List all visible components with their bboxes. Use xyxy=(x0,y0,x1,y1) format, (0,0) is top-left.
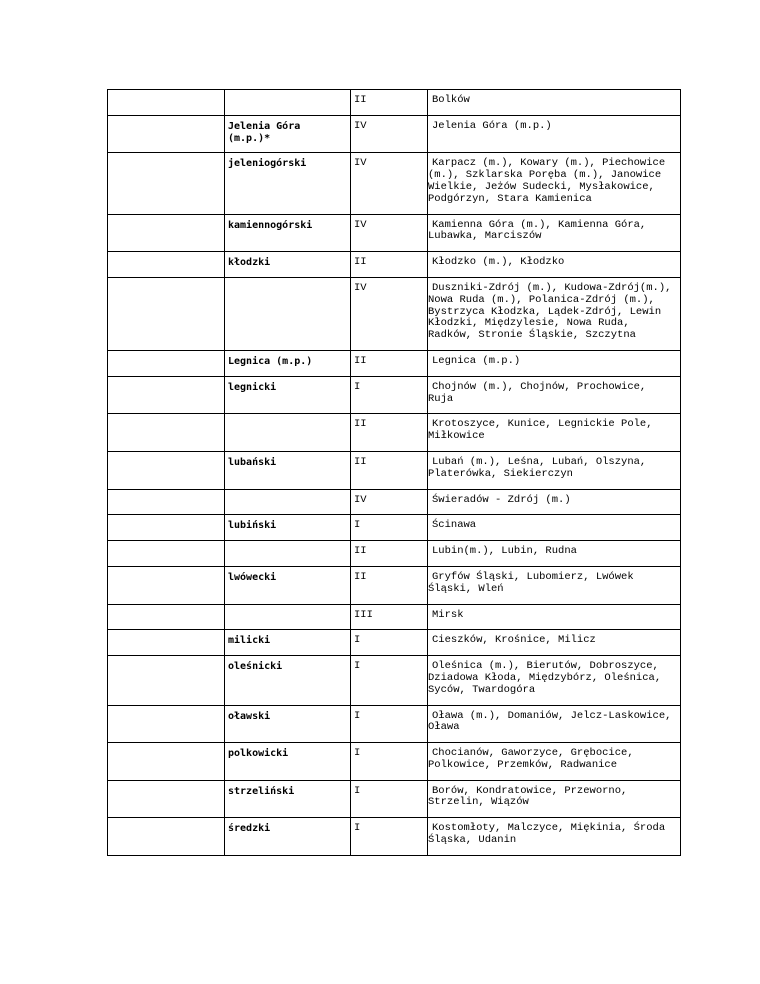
communes-text: Kłodzko (m.), Kłodzko xyxy=(432,256,565,269)
communes-text: Chocianów, Gaworzyce, Grębocice, Polkowice, Przemków, Radwanice xyxy=(428,747,634,771)
region-cell xyxy=(108,515,225,541)
communes-cell xyxy=(428,90,681,116)
zone-cell: III xyxy=(351,604,428,630)
region-cell xyxy=(108,818,225,856)
district-cell xyxy=(225,489,351,515)
communes-text: Duszniki-Zdrój (m.), Kudowa-Zdrój(m.), Nowa Ruda (m.), Polanica-Zdrój (m.), Bystrzyca Kłodzka, Lądek-Zdrój, Lewin Kłodzki, Międzylesie, Nowa Ruda, Radków, Stronie Śląskie, Szczytna xyxy=(428,281,672,342)
communes-text: Bolków xyxy=(432,94,470,106)
zone-cell: I xyxy=(351,515,428,541)
district-cell: oławski xyxy=(225,705,351,743)
communes-text: Lubań (m.), Leśna, Lubań, Olszyna, Platerówka, Siekierczyn xyxy=(428,455,647,480)
district-cell: oleśnicki xyxy=(225,656,351,705)
zones-table-body xyxy=(108,90,681,856)
table-row xyxy=(108,277,681,350)
region-cell xyxy=(108,252,225,278)
zone-cell: IV xyxy=(351,153,428,214)
district-cell xyxy=(225,541,351,567)
communes-text: Kamienna Góra (m.), Kamienna Góra, Lubawka, Marciszów xyxy=(428,218,647,243)
communes-cell xyxy=(428,604,681,630)
table-row xyxy=(108,90,681,116)
communes-cell xyxy=(428,780,681,818)
district-cell: Jelenia Góra (m.p.)* xyxy=(225,115,351,153)
region-cell xyxy=(108,541,225,567)
region-cell xyxy=(108,489,225,515)
communes-cell xyxy=(428,414,681,452)
region-cell xyxy=(108,214,225,252)
region-cell xyxy=(108,350,225,376)
district-cell: legnicki xyxy=(225,376,351,414)
table-row xyxy=(108,630,681,656)
zones-table xyxy=(107,89,681,856)
table-row xyxy=(108,743,681,781)
communes-text: Ścinawa xyxy=(432,519,477,532)
communes-cell xyxy=(428,350,681,376)
district-cell: Legnica (m.p.) xyxy=(225,350,351,376)
zone-cell: I xyxy=(351,376,428,414)
table-row xyxy=(108,604,681,630)
table-row xyxy=(108,414,681,452)
communes-cell xyxy=(428,489,681,515)
zone-cell: IV xyxy=(351,214,428,252)
district-cell xyxy=(225,90,351,116)
communes-cell xyxy=(428,515,681,541)
table-row xyxy=(108,153,681,214)
communes-cell xyxy=(428,252,681,278)
table-row xyxy=(108,818,681,856)
table-row xyxy=(108,489,681,515)
zone-cell: II xyxy=(351,566,428,604)
communes-text: Cieszków, Krośnice, Milicz xyxy=(432,634,596,647)
communes-text: Świeradów - Zdrój (m.) xyxy=(432,493,571,506)
table-row xyxy=(108,252,681,278)
table-row xyxy=(108,656,681,705)
district-cell xyxy=(225,414,351,452)
region-cell xyxy=(108,115,225,153)
communes-text: Jelenia Góra (m.p.) xyxy=(432,119,552,132)
communes-cell xyxy=(428,153,681,214)
communes-cell xyxy=(428,656,681,705)
table-row xyxy=(108,566,681,604)
region-cell xyxy=(108,566,225,604)
district-cell xyxy=(225,604,351,630)
zone-cell: IV xyxy=(351,115,428,153)
district-cell: jeleniogórski xyxy=(225,153,351,214)
district-cell: kłodzki xyxy=(225,252,351,278)
communes-text: Oleśnica (m.), Bierutów, Dobroszyce, Dziadowa Kłoda, Międzybórz, Oleśnica, Syców, Twardogóra xyxy=(428,660,662,696)
zone-cell: II xyxy=(351,451,428,489)
communes-text: Lubin(m.), Lubin, Rudna xyxy=(432,545,577,558)
zone-cell: I xyxy=(351,705,428,743)
region-cell xyxy=(108,780,225,818)
region-cell xyxy=(108,705,225,743)
communes-text: Krotoszyce, Kunice, Legnickie Pole, Miłkowice xyxy=(428,418,653,443)
zone-cell: I xyxy=(351,630,428,656)
zone-cell: I xyxy=(351,656,428,705)
table-row xyxy=(108,780,681,818)
region-cell xyxy=(108,376,225,414)
region-cell xyxy=(108,153,225,214)
region-cell xyxy=(108,451,225,489)
zone-cell: II xyxy=(351,541,428,567)
communes-text: Oława (m.), Domaniów, Jelcz-Laskowice, Oława xyxy=(428,709,672,734)
zone-cell: II xyxy=(351,252,428,278)
district-cell: lwówecki xyxy=(225,566,351,604)
district-cell: kamiennogórski xyxy=(225,214,351,252)
communes-cell xyxy=(428,566,681,604)
table-row xyxy=(108,541,681,567)
region-cell xyxy=(108,630,225,656)
district-cell: strzeliński xyxy=(225,780,351,818)
table-row xyxy=(108,115,681,153)
region-cell xyxy=(108,656,225,705)
zone-cell: IV xyxy=(351,489,428,515)
communes-cell xyxy=(428,451,681,489)
communes-cell xyxy=(428,743,681,781)
communes-cell xyxy=(428,214,681,252)
district-cell: lubański xyxy=(225,451,351,489)
zone-cell: II xyxy=(351,350,428,376)
district-cell: średzki xyxy=(225,818,351,856)
region-cell xyxy=(108,414,225,452)
zone-cell: IV xyxy=(351,277,428,350)
district-cell: polkowicki xyxy=(225,743,351,781)
region-cell xyxy=(108,277,225,350)
communes-text: Kostomłoty, Malczyce, Miękinia, Środa Śląska, Udanin xyxy=(428,822,666,847)
zone-cell: I xyxy=(351,818,428,856)
region-cell xyxy=(108,90,225,116)
table-row xyxy=(108,705,681,743)
district-cell: milicki xyxy=(225,630,351,656)
communes-text: Mirsk xyxy=(432,608,464,621)
district-cell: lubiński xyxy=(225,515,351,541)
communes-text: Legnica (m.p.) xyxy=(432,354,521,367)
communes-cell xyxy=(428,115,681,153)
communes-cell xyxy=(428,541,681,567)
table-row xyxy=(108,214,681,252)
table-row xyxy=(108,515,681,541)
communes-cell xyxy=(428,277,681,350)
zone-cell: I xyxy=(351,743,428,781)
communes-cell xyxy=(428,630,681,656)
table-row xyxy=(108,451,681,489)
zone-cell: II xyxy=(351,90,428,116)
table-row xyxy=(108,350,681,376)
communes-cell xyxy=(428,818,681,856)
communes-text: Karpacz (m.), Kowary (m.), Piechowice (m.), Szklarska Poręba (m.), Janowice Wielkie, Jeżów Sudecki, Mysłakowice, Podgórzyn, Stara Kamienica xyxy=(428,157,666,205)
communes-text: Chojnów (m.), Chojnów, Prochowice, Ruja xyxy=(428,380,647,405)
communes-text: Gryfów Śląski, Lubomierz, Lwówek Śląski, Wleń xyxy=(428,570,634,595)
district-cell xyxy=(225,277,351,350)
region-cell xyxy=(108,743,225,781)
communes-text: Borów, Kondratowice, Przeworno, Strzelin, Wiązów xyxy=(428,784,628,809)
communes-cell xyxy=(428,705,681,743)
region-cell xyxy=(108,604,225,630)
table-row xyxy=(108,376,681,414)
zone-cell: I xyxy=(351,780,428,818)
communes-cell xyxy=(428,376,681,414)
zone-cell: II xyxy=(351,414,428,452)
